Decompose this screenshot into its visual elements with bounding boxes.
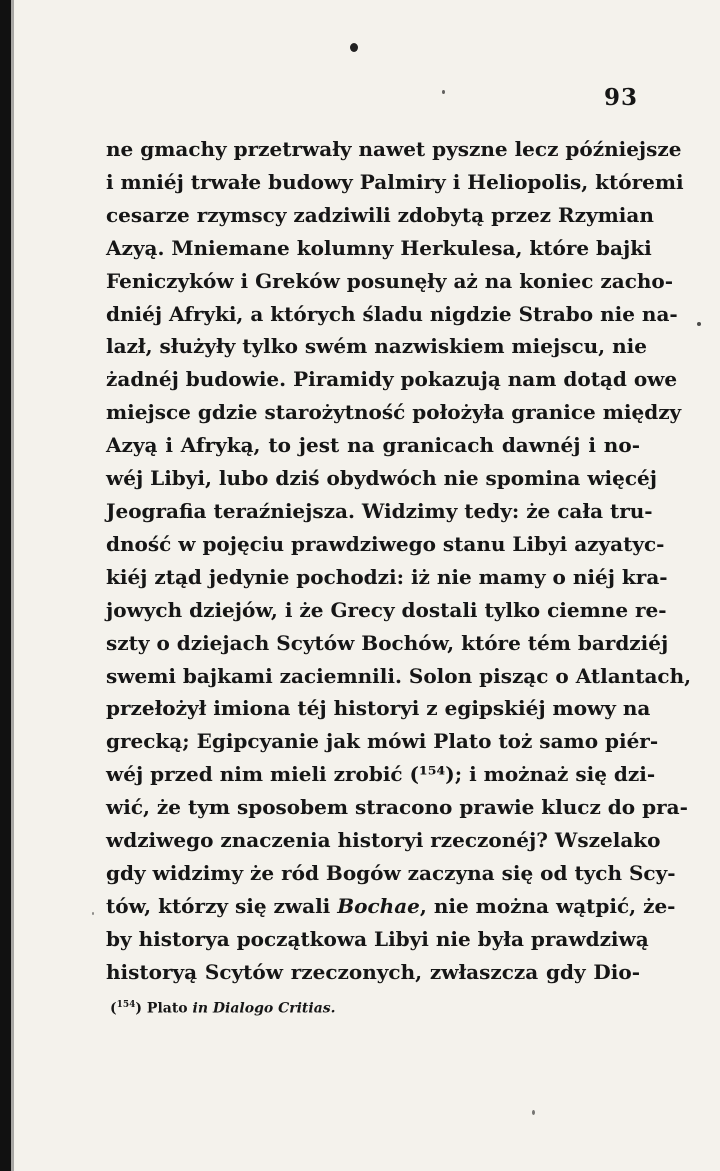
line-part: , nie można wątpić, że- [419, 893, 676, 918]
text-line: grecką; Egipcyanie jak mówi Plato toż samo piér- [106, 729, 659, 754]
text-line: Jeografia teraźniejsza. Widzimy tedy: że cała tru- [106, 498, 653, 523]
page-number: 93 [603, 84, 638, 111]
text-line: by historya początkowa Libyi nie była prawdziwą [106, 926, 649, 951]
text-line: wdziwego znaczenia historyi rzeczonéj? Wszelako [106, 828, 661, 853]
text-line: Azyą. Mniemane kolumny Herkulesa, które bajki [106, 235, 652, 260]
ink-speck [532, 1110, 535, 1115]
text-line: Feniczyków i Greków posunęły aż na koniec zacho- [106, 268, 674, 293]
text-line: dność w pojęciu prawdziwego stanu Libyi azyatyc- [106, 531, 665, 556]
footnote-source: in Dialogo Critias. [192, 1000, 336, 1017]
text-line: gdy widzimy że ród Bogów zaczyna się od tych Scy- [106, 860, 676, 885]
text-line: ne gmachy przetrwały nawet pyszne lecz późniejsze [106, 137, 682, 161]
text-line: historyą Scytów rzeczonych, zwłaszcza gdy Dio- [106, 959, 640, 984]
text-line: Azyą i Afryką, to jest na granicach dawnéj i no- [106, 433, 640, 458]
text-line: żadnéj budowie. Piramidy pokazują nam dotąd owe [106, 367, 678, 392]
text-line: wić, że tym sposobem stracono prawie klucz do pra- [106, 795, 688, 820]
footnote-author: Plato [146, 1000, 188, 1017]
text-line: swemi bajkami zaciemnili. Solon pisząc o Atlantach, [106, 663, 692, 688]
ink-speck [350, 43, 358, 52]
italic-term: Bochae [337, 893, 420, 918]
text-line: miejsce gdzie starożytność położyła granice między [106, 400, 682, 425]
text-line: lazł, służyły tylko swém nazwiskiem miejscu, nie [106, 334, 647, 359]
text-line: przełożył imiona téj historyi z egipskiéj mowy na [106, 696, 651, 721]
body-text [106, 133, 692, 989]
text-line: szty o dziejach Scytów Bochów, które tém bardziéj [106, 630, 669, 655]
text-line-with-italic [106, 890, 676, 923]
spine-edge [11, 0, 14, 1171]
text-line: dniéj Afryki, a których śladu nigdzie Strabo nie na- [106, 301, 678, 326]
ink-speck [92, 912, 94, 915]
text-line: cesarze rzymscy zadziwili zdobytą przez Rzymian [106, 202, 654, 227]
text-line: i mniéj trwałe budowy Palmiry i Heliopolis, któremi [106, 169, 684, 194]
ink-speck [697, 322, 701, 326]
footnote-marker: 154 [116, 1000, 136, 1010]
book-spine-shadow [0, 0, 11, 1171]
text-line: wéj Libyi, lubo dziś obydwóch nie spomina więcéj [106, 466, 657, 491]
text-line: wéj przed nim mieli zrobić (¹⁵⁴); i możnaż się dzi- [106, 762, 656, 787]
text-line: jowych dziejów, i że Grecy dostali tylko ciemne re- [106, 597, 667, 622]
text-line: kiéj ztąd jedynie pochodzi: iż nie mamy o niéj kra- [106, 564, 668, 589]
footnote: ($^{154}$) Plato in Dialogo Critias. [110, 1000, 336, 1017]
line-part: tów, którzy się zwali [106, 893, 338, 918]
ink-speck [442, 90, 445, 94]
